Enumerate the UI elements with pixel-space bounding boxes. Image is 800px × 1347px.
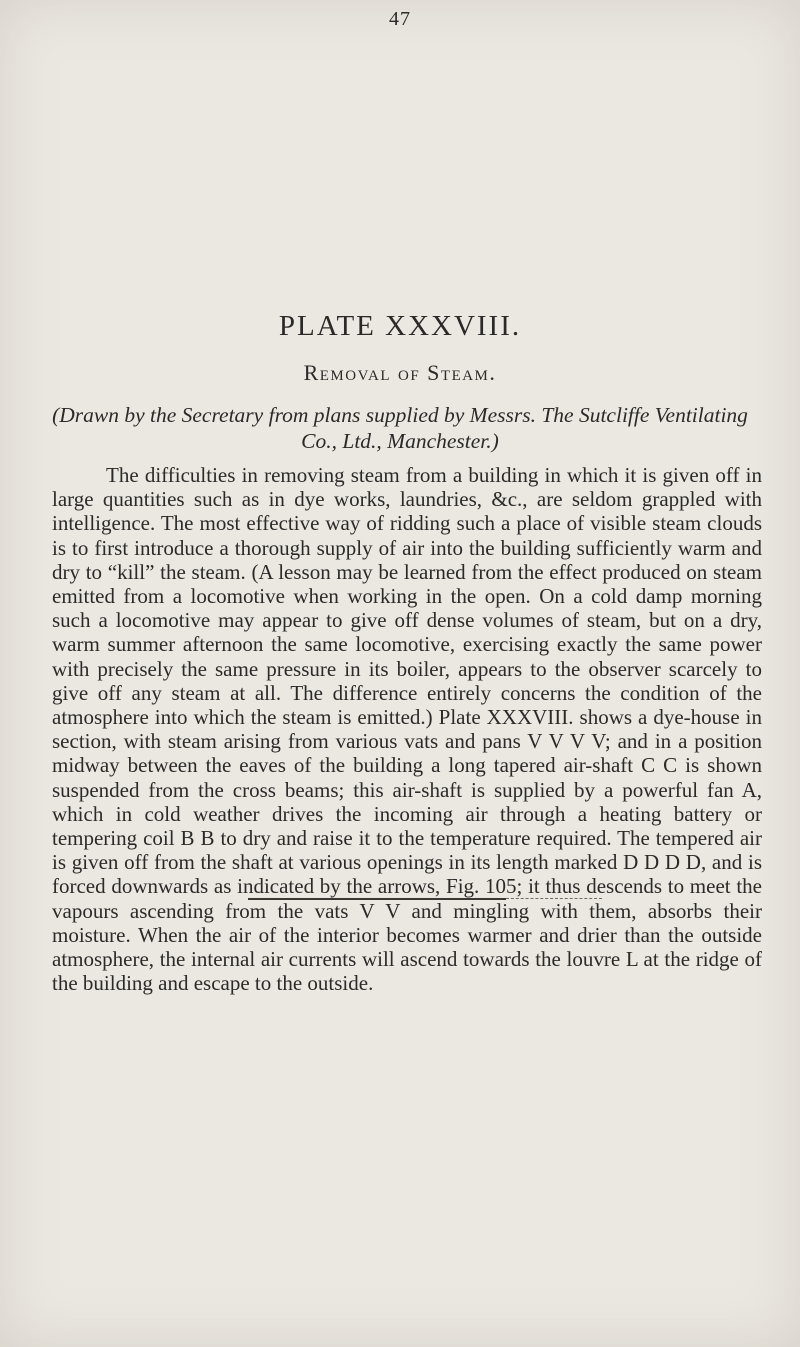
section-divider-tail — [506, 898, 602, 899]
plate-title: PLATE XXXVIII. — [278, 310, 522, 342]
plate-subtitle: Removal of Steam. — [303, 360, 497, 385]
section-divider — [248, 898, 506, 900]
page-number: 47 — [389, 8, 411, 30]
body-paragraph: The difficulties in removing steam from a building in which it is given off in large quantities such as in dye works, laundries, &c., are seldom grappled with intelligence. The most effective way of ridding such a place of visible steam clouds is to first introduce a thorough supply of air into the building sufficiently warm and dry to “kill” the steam. (A lesson may be learned from the effect produced on steam emitted from a locomotive when working in the open. On a cold damp morning such a locomotive may appear to give off dense volumes of steam, but on a dry, warm summer afternoon the same locomotive, exercising exactly the same power with precisely the same pressure in its boiler, appears to the observer scarcely to give off any steam at all. The difference entirely concerns the condition of the atmosphere into which the steam is emitted.) Plate XXXVIII. shows a dye-house in section, with steam arising from various vats and pans V V V V; and in a position midway between the eaves of the building a long tapered air-shaft C C is shown suspended from the cross beams; this air-shaft is supplied by a powerful fan A, which in cold weather drives the incoming air through a heating battery or tempering coil B B to dry and raise it to the temperature required. The tempered air is given off from the shaft at various openings in its length marked D D D D, and is forced downwards as indicated by the arrows, Fig. 105; it thus descends to meet the vapours ascending from the vats V V and mingling with them, absorbs their moisture. When the air of the interior becomes warmer and drier than the outside atmosphere, the internal air currents will ascend towards the louvre L at the ridge of the building and escape to the outside. — [52, 463, 762, 996]
plate-credit: (Drawn by the Secretary from plans supplied by Messrs. The Sutcliffe Ventilating Co., Ltd., Manchester.) — [52, 403, 748, 453]
